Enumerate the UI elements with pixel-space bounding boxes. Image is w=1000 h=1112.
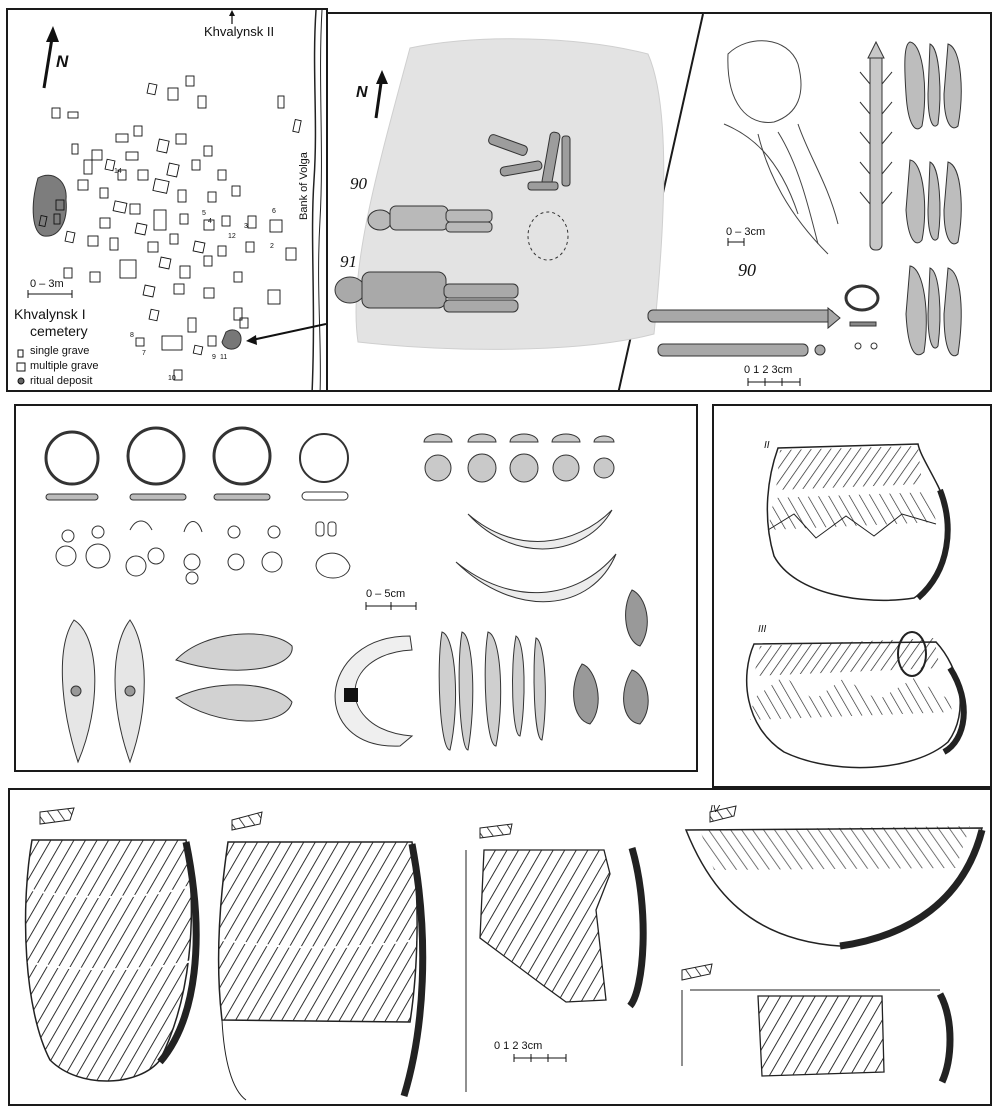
grave-marker (180, 266, 190, 278)
pots-bottom-drawing (10, 790, 992, 1106)
multiple-grave-symbol-icon (17, 363, 25, 371)
grave-marker (153, 179, 169, 194)
pots-right-panel (712, 404, 992, 788)
grave90-ring (846, 286, 878, 349)
grave-marker (293, 120, 301, 133)
grave-marker (100, 188, 108, 198)
grave-marker (218, 246, 226, 256)
grave-number-12: 12 (228, 233, 236, 240)
grave-marker (68, 112, 78, 118)
grave-marker (168, 88, 178, 100)
grave-marker (204, 256, 212, 266)
ritual-area-left (33, 175, 66, 236)
grave-marker (149, 309, 159, 320)
grave-marker (176, 134, 186, 144)
pots-right-drawing (714, 406, 992, 788)
grave-marker (110, 238, 118, 250)
grave-marker (148, 242, 158, 252)
grave-marker (126, 152, 138, 160)
pot-mark-ii: II (764, 440, 770, 451)
grave-number-6: 6 (272, 208, 276, 215)
shell-beads (424, 434, 614, 482)
grave-marker (170, 234, 178, 244)
ritual-deposit-symbol-icon (18, 378, 24, 384)
grave-number-8: 8 (130, 332, 134, 339)
flint-blades (905, 42, 961, 356)
north-label: N (56, 52, 69, 71)
grave-number-9: 9 (212, 354, 216, 361)
grave-marker (116, 134, 128, 142)
grave-marker (113, 201, 127, 213)
grave90-skeleton-sketch (724, 41, 838, 254)
cemetery-map-panel (6, 8, 328, 392)
cemetery-title-line2: cemetery (30, 323, 88, 339)
grave90-scale-large: 0 1 2 3cm (744, 364, 793, 376)
artifacts-scale-label: 0 – 5cm (366, 588, 406, 600)
grave-marker (90, 272, 100, 282)
grave-marker (92, 150, 102, 160)
grave-marker (193, 241, 205, 253)
plan-north-label: N (356, 84, 368, 101)
grave-number-3: 3 (244, 223, 248, 230)
grave-number-5: 5 (202, 210, 206, 217)
grave-number-7: 7 (142, 350, 146, 357)
grave-marker (178, 190, 186, 202)
pot-top (767, 444, 948, 600)
khvalynsk-ii-label: Khvalynsk II (204, 24, 275, 39)
grave-marker (234, 272, 242, 282)
flint-points (574, 590, 649, 724)
grave-marker (147, 83, 157, 94)
ritual-area-bottom (222, 330, 241, 349)
grave-marker (208, 336, 216, 346)
stone-axes (176, 634, 292, 721)
bone-tubes (648, 308, 840, 356)
link-arrow-icon (252, 324, 326, 340)
grave-marker (154, 210, 166, 230)
grave-marker (222, 216, 230, 226)
pot-mark-iv: IV (710, 804, 720, 815)
burial-plan-panel (328, 12, 992, 392)
pot-a (26, 808, 197, 1081)
legend-ritual-deposit: ritual deposit (30, 375, 93, 387)
grave-marker (136, 338, 144, 346)
grave-marker (65, 231, 75, 242)
grave-marker (232, 186, 240, 196)
pot-b (219, 812, 423, 1100)
grave-marker (135, 223, 147, 235)
grave-number-4: 4 (208, 218, 212, 225)
legend-single-grave: single grave (30, 345, 90, 357)
grave-number-2: 2 (270, 243, 274, 250)
grave-marker (248, 216, 256, 228)
grave-marker (72, 144, 78, 154)
grave-marker (162, 336, 182, 350)
grave-marker (100, 218, 110, 228)
river-label: Bank of Volga (298, 152, 310, 220)
grave-marker (188, 318, 196, 332)
grave-marker (198, 96, 206, 108)
grave90-scale-small: 0 – 3cm (726, 226, 766, 238)
cemetery-title-line1: Khvalynsk I (14, 306, 86, 322)
volga-bank-line (312, 10, 316, 392)
grave-marker (204, 146, 212, 156)
grave-marker (130, 204, 140, 214)
artifacts-drawing (16, 406, 698, 772)
flint-blades-set (439, 632, 545, 750)
grave-marker (174, 284, 184, 294)
grave90-artifacts-label: 90 (738, 260, 756, 280)
pot-c (466, 824, 643, 1092)
grave-marker (180, 214, 188, 224)
grave-marker (84, 160, 92, 174)
pot-middle (747, 632, 964, 768)
pot-d (686, 806, 982, 946)
legend-multiple-grave: multiple grave (30, 360, 99, 372)
grave-marker (52, 108, 60, 118)
grave-marker (78, 180, 88, 190)
map-scale-label: 0 – 3m (30, 278, 64, 290)
single-grave-symbol-icon (18, 350, 23, 357)
grave-marker (193, 345, 202, 354)
artifacts-panel (14, 404, 698, 772)
grave-marker (204, 288, 214, 298)
grave-marker (192, 160, 200, 170)
pendants (56, 521, 350, 584)
grave-marker (143, 285, 155, 297)
pot-mark-iii: III (758, 624, 767, 635)
grave-marker (157, 139, 169, 153)
grave-marker (159, 257, 171, 269)
pots-bottom-panel (8, 788, 992, 1106)
boar-tusks (456, 510, 616, 602)
grave-91-label: 91 (340, 252, 357, 271)
grave-marker (218, 170, 226, 180)
pots-bottom-scale-label: 0 1 2 3cm (494, 1040, 543, 1052)
grave-number-10: 10 (168, 375, 176, 382)
grave-marker (270, 220, 282, 232)
grave-90-label: 90 (350, 174, 367, 193)
grave-marker (134, 126, 142, 136)
grave-marker (186, 76, 194, 86)
grave-marker (120, 260, 136, 278)
grave-marker (278, 96, 284, 108)
grave-marker (246, 242, 254, 252)
grave-marker (167, 163, 179, 177)
grave-marker (64, 268, 72, 278)
burial-plan-drawing (328, 14, 992, 392)
grave-marker (286, 248, 296, 260)
grave-number-14: 14 (114, 168, 122, 175)
harpoon-point (860, 42, 892, 250)
grave-marker (88, 236, 98, 246)
grave-number-11: 11 (220, 354, 228, 361)
copper-rings (46, 428, 348, 500)
maceheads (62, 620, 144, 762)
grave-marker (138, 170, 148, 180)
grave-marker (208, 192, 216, 202)
grave-marker (268, 290, 280, 304)
grave-marker (240, 318, 248, 328)
pot-e (682, 964, 950, 1082)
